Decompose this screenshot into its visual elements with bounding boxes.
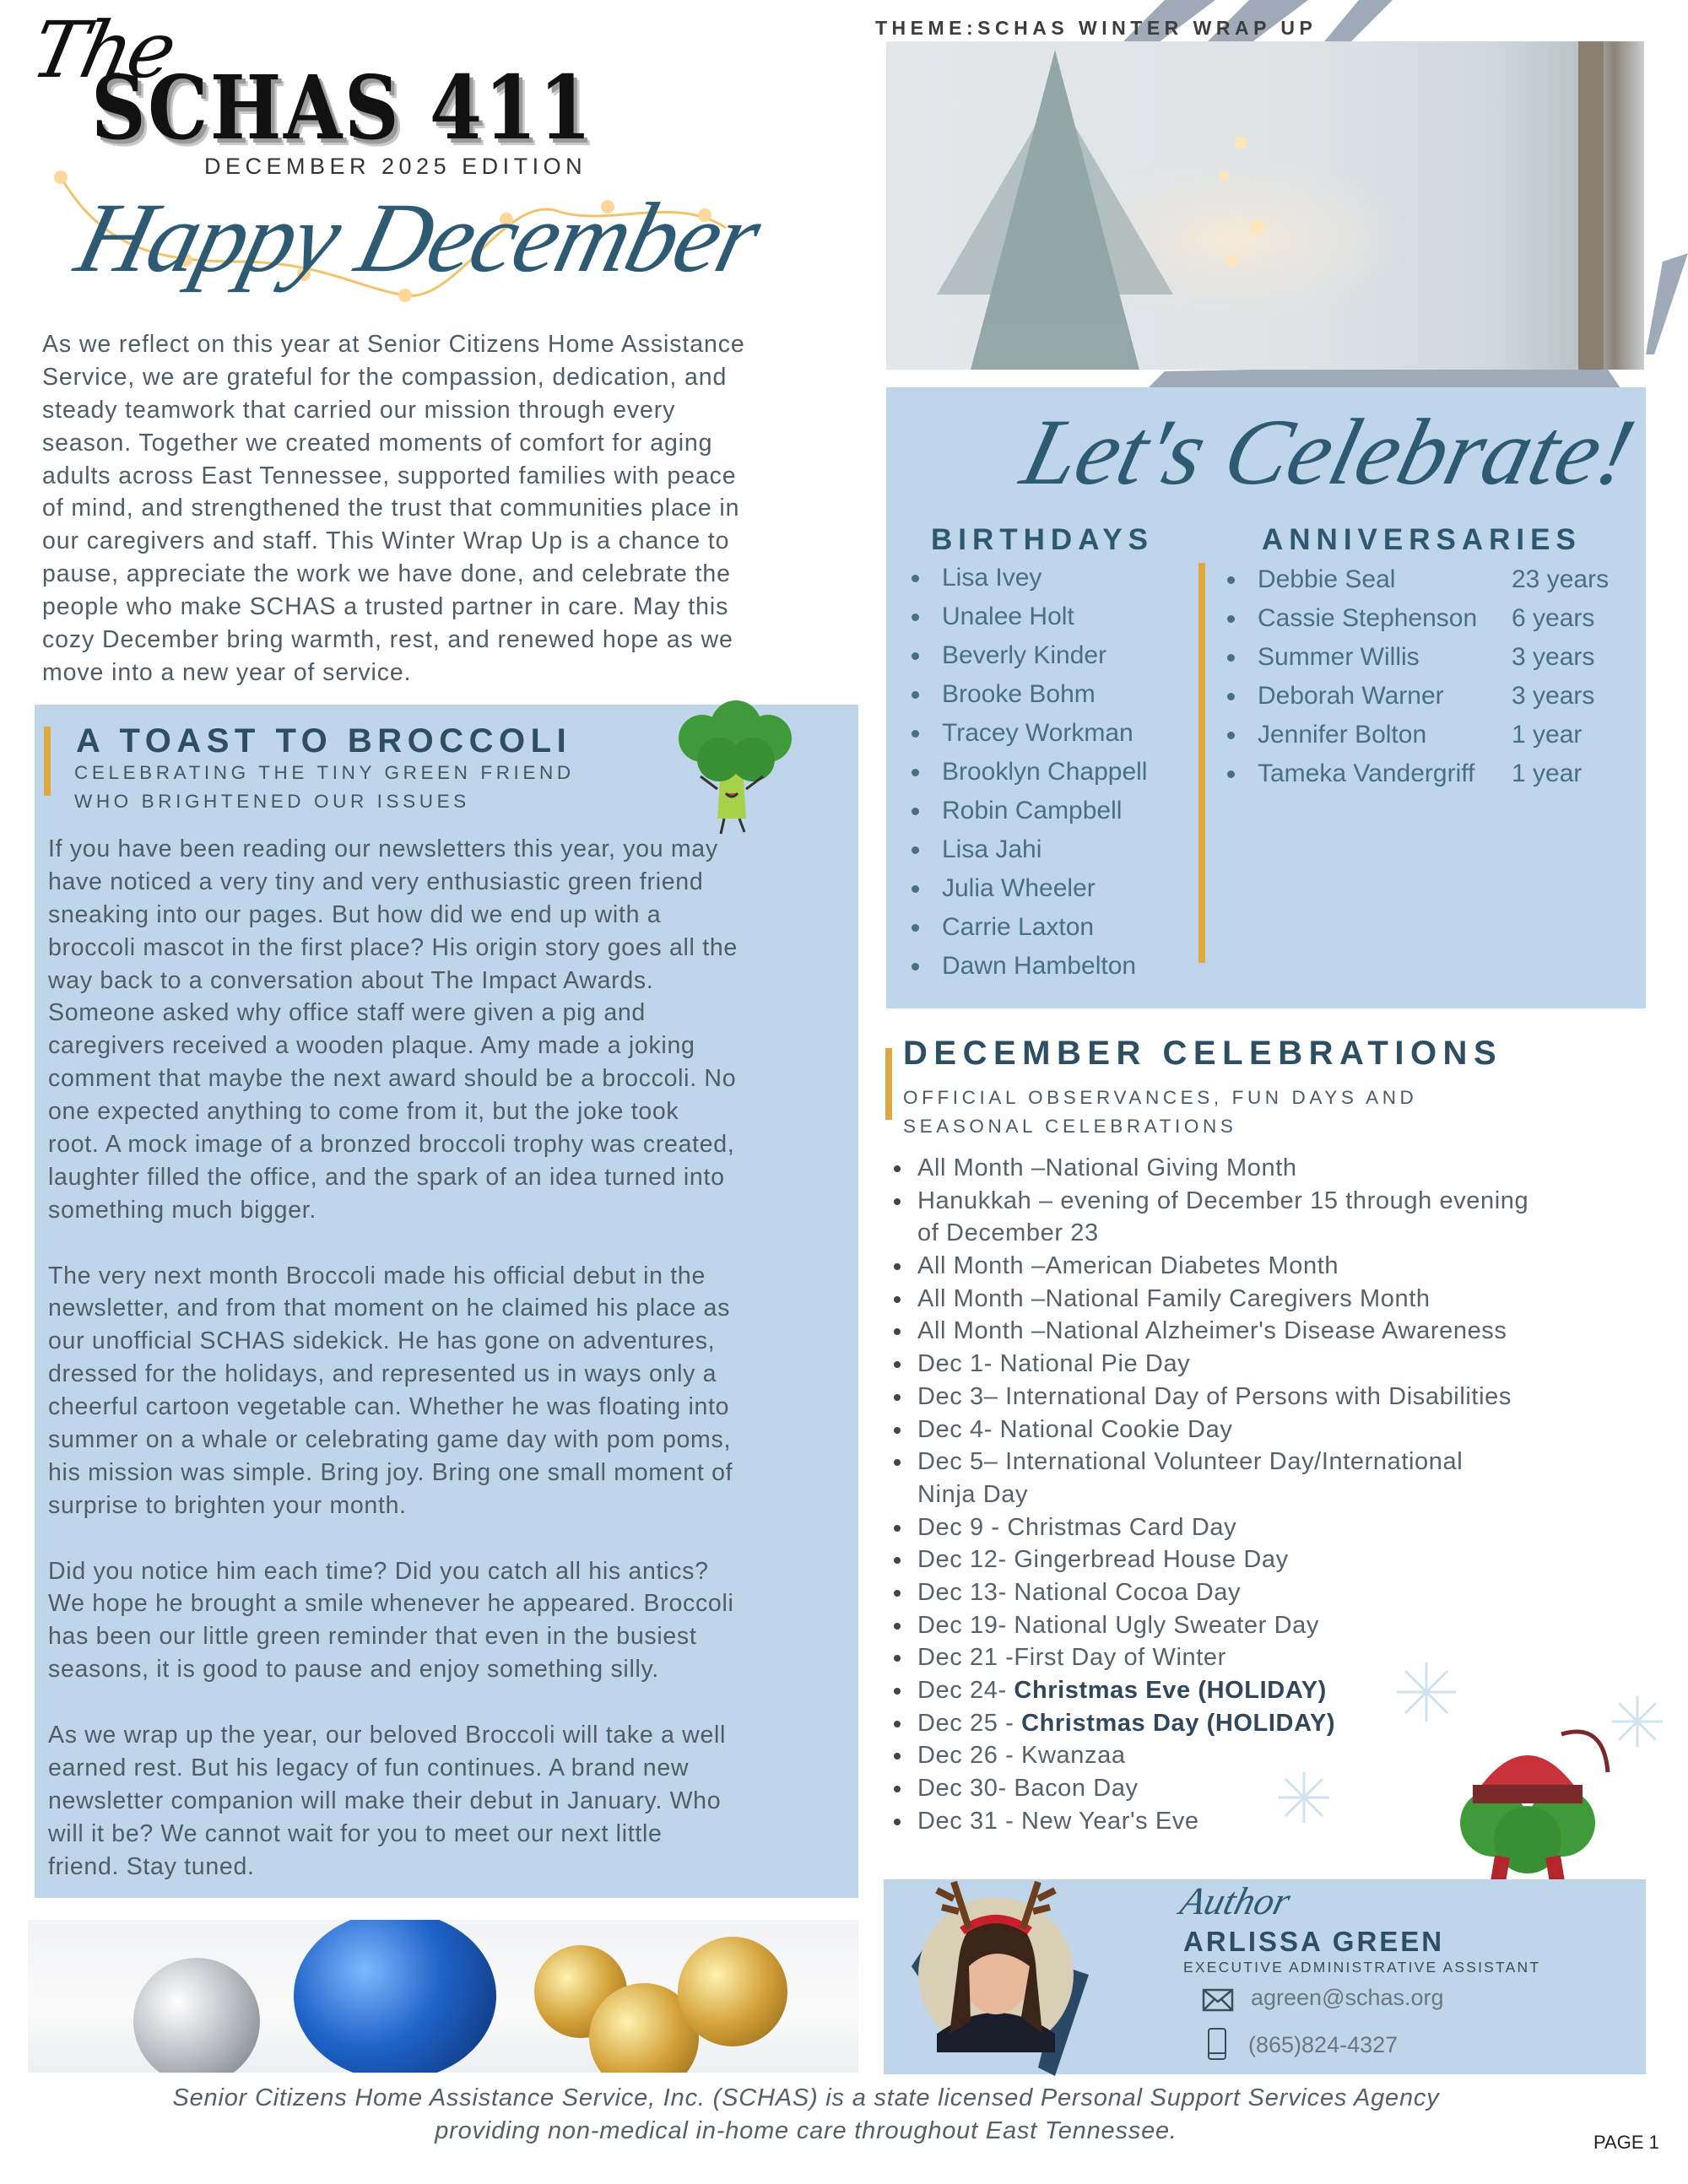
birthday-name: Tracey Workman bbox=[942, 719, 1133, 747]
text-line: laughter filled the office, and the spark of an idea turned into bbox=[48, 1163, 725, 1191]
bullet-icon bbox=[894, 1427, 901, 1434]
event-text-continued: of December 23 bbox=[917, 1219, 1099, 1247]
bullet-icon bbox=[894, 1655, 901, 1662]
event-text: Dec 12- Gingerbread House Day bbox=[917, 1546, 1289, 1574]
theme-label: THEME:SCHAS WINTER WRAP UP bbox=[875, 17, 1317, 39]
text-line: seasons, it is good to pause and enjoy something silly. bbox=[48, 1656, 659, 1684]
text-line: our unofficial SCHAS sidekick. He has gone on adventures, bbox=[48, 1327, 716, 1355]
text-line: pause, appreciate the work we have done, and celebrate the bbox=[42, 560, 731, 588]
event-text: Dec 1- National Pie Day bbox=[917, 1350, 1191, 1378]
text-line: have noticed a very tiny and very enthusiastic green friend bbox=[48, 868, 704, 895]
lets-celebrate-heading: Let's Celebrate! bbox=[1012, 400, 1645, 505]
event-text: All Month –National Giving Month bbox=[917, 1154, 1297, 1181]
text-line: adults across East Tennessee, supported families with peace bbox=[42, 462, 737, 489]
bullet-icon bbox=[912, 652, 919, 660]
intro-paragraph bbox=[42, 328, 745, 689]
text-line: of mind, and strengthened the trust that communities place in bbox=[42, 495, 740, 522]
birthday-item bbox=[942, 792, 1147, 830]
accent-bar bbox=[885, 1048, 892, 1120]
text-line bbox=[48, 1522, 738, 1555]
december-event-item bbox=[917, 1543, 1528, 1576]
bullet-icon bbox=[894, 1394, 901, 1401]
bullet-icon bbox=[912, 963, 919, 970]
bullet-icon bbox=[912, 575, 919, 582]
bullet-icon bbox=[1227, 732, 1235, 739]
text-line: newsletter companion will make their debut in January. Who bbox=[48, 1787, 722, 1814]
event-text: Dec 13- National Cocoa Day bbox=[917, 1578, 1242, 1606]
text-line: Did you notice him each time? Did you catch all his antics? bbox=[48, 1557, 709, 1585]
author-role: EXECUTIVE ADMINISTRATIVE ASSISTANT bbox=[1183, 1959, 1541, 1976]
text-line: season. Together we created moments of comfort for aging bbox=[42, 429, 713, 457]
birthday-item bbox=[942, 753, 1147, 792]
anniversary-name: Cassie Stephenson bbox=[1258, 604, 1478, 632]
birthday-name: Dawn Hambelton bbox=[942, 952, 1137, 980]
anniversary-years: 3 years bbox=[1512, 682, 1595, 710]
broccoli-mascot-icon bbox=[668, 700, 803, 835]
text-line: has been our little green reminder that even in the busiest bbox=[48, 1623, 697, 1651]
bullet-icon bbox=[894, 1819, 901, 1825]
text-line: comment that maybe the next award should be a broccoli. No bbox=[48, 1065, 737, 1093]
text-line: As we wrap up the year, our beloved Broccoli will take a well bbox=[48, 1722, 727, 1749]
birthday-name: Beverly Kinder bbox=[942, 641, 1107, 669]
anniversary-item bbox=[1258, 599, 1629, 638]
anniversary-item bbox=[1258, 677, 1629, 716]
newsletter-title: SCHAS 411 bbox=[91, 56, 594, 159]
winter-window-photo bbox=[886, 41, 1644, 370]
text-line: summer on a whale or celebrating game day with pom poms, bbox=[48, 1426, 732, 1454]
mobile-phone-icon bbox=[1207, 2027, 1227, 2061]
footer-line: providing non-medical in-home care throughout East Tennessee. bbox=[435, 2117, 1177, 2144]
text-line: move into a new year of service. bbox=[42, 658, 412, 686]
bullet-icon bbox=[1227, 576, 1235, 584]
gold-ornament bbox=[678, 1937, 787, 2046]
event-text: Dec 30- Bacon Day bbox=[917, 1775, 1139, 1803]
author-label: Author bbox=[1176, 1879, 1296, 1922]
event-text-continued: Ninja Day bbox=[917, 1480, 1029, 1508]
ornaments-photo bbox=[28, 1920, 858, 2073]
event-text: Dec 26 - Kwanzaa bbox=[917, 1742, 1126, 1770]
footer-line: Senior Citizens Home Assistance Service, Inc. (SCHAS) is a state licensed Personal Support Services Agency bbox=[172, 2084, 1440, 2111]
december-celebrations-title: DECEMBER CELEBRATIONS bbox=[903, 1035, 1503, 1072]
bullet-icon bbox=[912, 614, 919, 621]
anniversary-years: 1 year bbox=[1512, 721, 1582, 749]
bullet-icon bbox=[912, 730, 919, 738]
anniversary-years: 6 years bbox=[1512, 604, 1595, 632]
event-text: All Month –National Family Caregivers Month bbox=[917, 1284, 1431, 1312]
text-line bbox=[48, 1686, 738, 1719]
text-line: people who make SCHAS a trusted partner in care. May this bbox=[42, 593, 729, 621]
masthead-the: The bbox=[24, 5, 181, 95]
birthday-name: Brooke Bohm bbox=[942, 680, 1096, 708]
envelope-icon bbox=[1202, 1988, 1234, 2012]
birthday-item bbox=[942, 908, 1147, 947]
anniversary-years: 3 years bbox=[1512, 643, 1595, 671]
event-text: Dec 4- National Cookie Day bbox=[917, 1415, 1233, 1443]
anniversaries-list bbox=[1258, 560, 1629, 793]
anniversary-name: Debbie Seal bbox=[1258, 565, 1396, 593]
event-text: Dec 3– International Day of Persons with Disabilities bbox=[917, 1382, 1512, 1410]
event-text: Hanukkah – evening of December 15 through evening bbox=[917, 1187, 1529, 1214]
text-line: will it be? We cannot wait for you to meet our next little bbox=[48, 1819, 663, 1847]
bullet-icon bbox=[894, 1753, 901, 1760]
anniversary-item bbox=[1258, 754, 1629, 793]
text-line: sneaking into our pages. But how did we end up with a bbox=[48, 900, 662, 928]
happy-december-heading: Happy December bbox=[66, 182, 771, 293]
birthday-name: Lisa Jahi bbox=[942, 835, 1042, 863]
bullet-icon bbox=[894, 1459, 901, 1466]
anniversaries-header: ANNIVERSARIES bbox=[1262, 523, 1582, 556]
event-text: All Month –American Diabetes Month bbox=[917, 1252, 1339, 1280]
text-line: friend. Stay tuned. bbox=[48, 1852, 255, 1880]
edition-label: DECEMBER 2025 EDITION bbox=[204, 154, 587, 179]
anniversary-name: Summer Willis bbox=[1258, 643, 1420, 671]
bullet-icon bbox=[894, 1590, 901, 1597]
text-line: earned rest. But his legacy of fun continues. A brand new bbox=[48, 1754, 690, 1781]
december-event-item bbox=[917, 1250, 1528, 1283]
text-line: something much bigger. bbox=[48, 1196, 316, 1224]
text-line bbox=[48, 1227, 738, 1260]
bullet-icon bbox=[894, 1623, 901, 1630]
bullet-icon bbox=[894, 1786, 901, 1792]
event-text: Dec 31 - New Year's Eve bbox=[917, 1807, 1199, 1835]
text-line: cozy December bring warmth, rest, and renewed hope as we bbox=[42, 626, 733, 654]
birthday-item bbox=[942, 947, 1147, 986]
december-event-item bbox=[917, 1381, 1528, 1414]
text-line: surprise to brighten your month. bbox=[48, 1491, 407, 1519]
birthday-name: Robin Campbell bbox=[942, 797, 1123, 824]
text-line: Service, we are grateful for the compassion, dedication, and bbox=[42, 363, 728, 391]
anniversary-name: Tameka Vandergriff bbox=[1258, 760, 1475, 787]
anniversary-item bbox=[1258, 560, 1629, 599]
bullet-icon bbox=[894, 1296, 901, 1303]
birthday-item bbox=[942, 869, 1147, 908]
birthday-item bbox=[942, 714, 1147, 753]
text-line: newsletter, and from that moment on he claimed his place as bbox=[48, 1295, 731, 1322]
december-event-item bbox=[917, 1414, 1528, 1446]
event-holiday: Christmas Eve (HOLIDAY) bbox=[1014, 1677, 1327, 1704]
bullet-icon bbox=[894, 1198, 901, 1205]
anniversary-item bbox=[1258, 716, 1629, 754]
blue-ornament bbox=[294, 1920, 496, 2073]
bullet-icon bbox=[912, 885, 919, 893]
text-line: broccoli mascot in the first place? His origin story goes all the bbox=[48, 933, 738, 961]
anniversary-years: 23 years bbox=[1512, 565, 1610, 593]
page-number: PAGE 1 bbox=[1593, 2132, 1659, 2153]
author-email-link[interactable]: agreen@schas.org bbox=[1251, 1985, 1444, 2010]
text-line: one expected anything to come from it, but the joke took bbox=[48, 1098, 679, 1126]
december-event-item bbox=[917, 1152, 1528, 1185]
broccoli-subtitle-line: WHO BRIGHTENED OUR ISSUES bbox=[74, 791, 470, 812]
bullet-icon bbox=[894, 1557, 901, 1564]
text-line: We hope he brought a smile whenever he appeared. Broccoli bbox=[48, 1590, 734, 1618]
birthday-name: Unalee Holt bbox=[942, 603, 1074, 630]
bullet-icon bbox=[894, 1688, 901, 1695]
december-event-item bbox=[917, 1446, 1528, 1479]
bullet-icon bbox=[912, 691, 919, 699]
broccoli-title: A TOAST TO BROCCOLI bbox=[76, 722, 572, 760]
birthday-item bbox=[942, 559, 1147, 597]
december-event-item bbox=[917, 1348, 1528, 1381]
bullet-icon bbox=[894, 1263, 901, 1270]
bullet-icon bbox=[1227, 693, 1235, 700]
text-line: our caregivers and staff. This Winter Wrap Up is a chance to bbox=[42, 527, 730, 555]
birthday-name: Lisa Ivey bbox=[942, 564, 1042, 592]
anniversary-name: Jennifer Bolton bbox=[1258, 721, 1427, 749]
broccoli-article bbox=[48, 833, 738, 1884]
birthday-name: Julia Wheeler bbox=[942, 874, 1096, 902]
december-event-item bbox=[917, 1315, 1528, 1348]
broccoli-subtitle-line: CELEBRATING THE TINY GREEN FRIEND bbox=[74, 762, 575, 783]
text-line: way back to a conversation about The Impact Awards. bbox=[48, 966, 654, 994]
author-photo bbox=[895, 1865, 1114, 2084]
event-holiday: Christmas Day (HOLIDAY) bbox=[1021, 1709, 1336, 1737]
author-phone: (865)824-4327 bbox=[1248, 2032, 1399, 2057]
anniversary-years: 1 year bbox=[1512, 760, 1582, 787]
bullet-icon bbox=[894, 1165, 901, 1172]
december-event-item bbox=[917, 1511, 1528, 1544]
author-name: ARLISSA GREEN bbox=[1183, 1926, 1445, 1957]
text-line: his mission was simple. Bring joy. Bring one small moment of bbox=[48, 1458, 733, 1486]
bullet-icon bbox=[912, 769, 919, 776]
december-event-item bbox=[917, 1609, 1528, 1642]
event-text: Dec 25 - bbox=[917, 1709, 1022, 1737]
bullet-icon bbox=[894, 1525, 901, 1532]
event-text: Dec 9 - Christmas Card Day bbox=[917, 1513, 1237, 1541]
text-line: steady teamwork that carried our mission through every bbox=[42, 396, 676, 424]
accent-bar bbox=[44, 727, 51, 796]
bullet-icon bbox=[912, 846, 919, 854]
birthday-item bbox=[942, 636, 1147, 675]
text-line: caregivers received a wooden plaque. Amy made a joking bbox=[48, 1032, 695, 1060]
event-text: Dec 19- National Ugly Sweater Day bbox=[917, 1611, 1319, 1639]
column-divider bbox=[1198, 563, 1205, 963]
birthday-item bbox=[942, 675, 1147, 714]
bullet-icon bbox=[912, 924, 919, 932]
silver-ornament bbox=[133, 1958, 260, 2073]
anniversary-name: Deborah Warner bbox=[1258, 682, 1444, 710]
bullet-icon bbox=[894, 1721, 901, 1727]
birthday-name: Brooklyn Chappell bbox=[942, 758, 1148, 786]
bullet-icon bbox=[1227, 654, 1235, 662]
text-line: If you have been reading our newsletters this year, you may bbox=[48, 835, 718, 862]
december-event-item bbox=[917, 1283, 1528, 1316]
birthdays-header: BIRTHDAYS bbox=[931, 523, 1154, 556]
december-subtitle-line: SEASONAL CELEBRATIONS bbox=[903, 1116, 1237, 1137]
event-text: All Month –National Alzheimer's Disease Awareness bbox=[917, 1317, 1507, 1345]
anniversary-item bbox=[1258, 638, 1629, 677]
text-line: Someone asked why office staff were given a pig and bbox=[48, 999, 646, 1027]
event-text: Dec 21 -First Day of Winter bbox=[917, 1644, 1226, 1672]
text-line: As we reflect on this year at Senior Citizens Home Assistance bbox=[42, 331, 745, 358]
december-event-item bbox=[917, 1576, 1528, 1609]
event-text: Dec 24- bbox=[917, 1677, 1014, 1704]
december-subtitle-line: OFFICIAL OBSERVANCES, FUN DAYS AND bbox=[903, 1087, 1418, 1108]
bullet-icon bbox=[1227, 770, 1235, 778]
birthday-item bbox=[942, 597, 1147, 636]
event-text: Dec 5– International Volunteer Day/International bbox=[917, 1448, 1463, 1476]
bullet-icon bbox=[894, 1361, 901, 1368]
text-line: root. A mock image of a bronzed broccoli trophy was created, bbox=[48, 1131, 735, 1159]
bullet-icon bbox=[1227, 615, 1235, 623]
birthdays-list bbox=[942, 559, 1147, 986]
birthday-name: Carrie Laxton bbox=[942, 913, 1095, 941]
text-line: The very next month Broccoli made his official debut in the bbox=[48, 1262, 706, 1289]
text-line: dressed for the holidays, and represented us in ways only a bbox=[48, 1360, 717, 1388]
birthday-item bbox=[942, 830, 1147, 869]
bullet-icon bbox=[912, 808, 919, 815]
bullet-icon bbox=[894, 1328, 901, 1335]
text-line: cheerful cartoon vegetable can. Whether he was floating into bbox=[48, 1393, 730, 1421]
december-event-item bbox=[917, 1185, 1528, 1218]
